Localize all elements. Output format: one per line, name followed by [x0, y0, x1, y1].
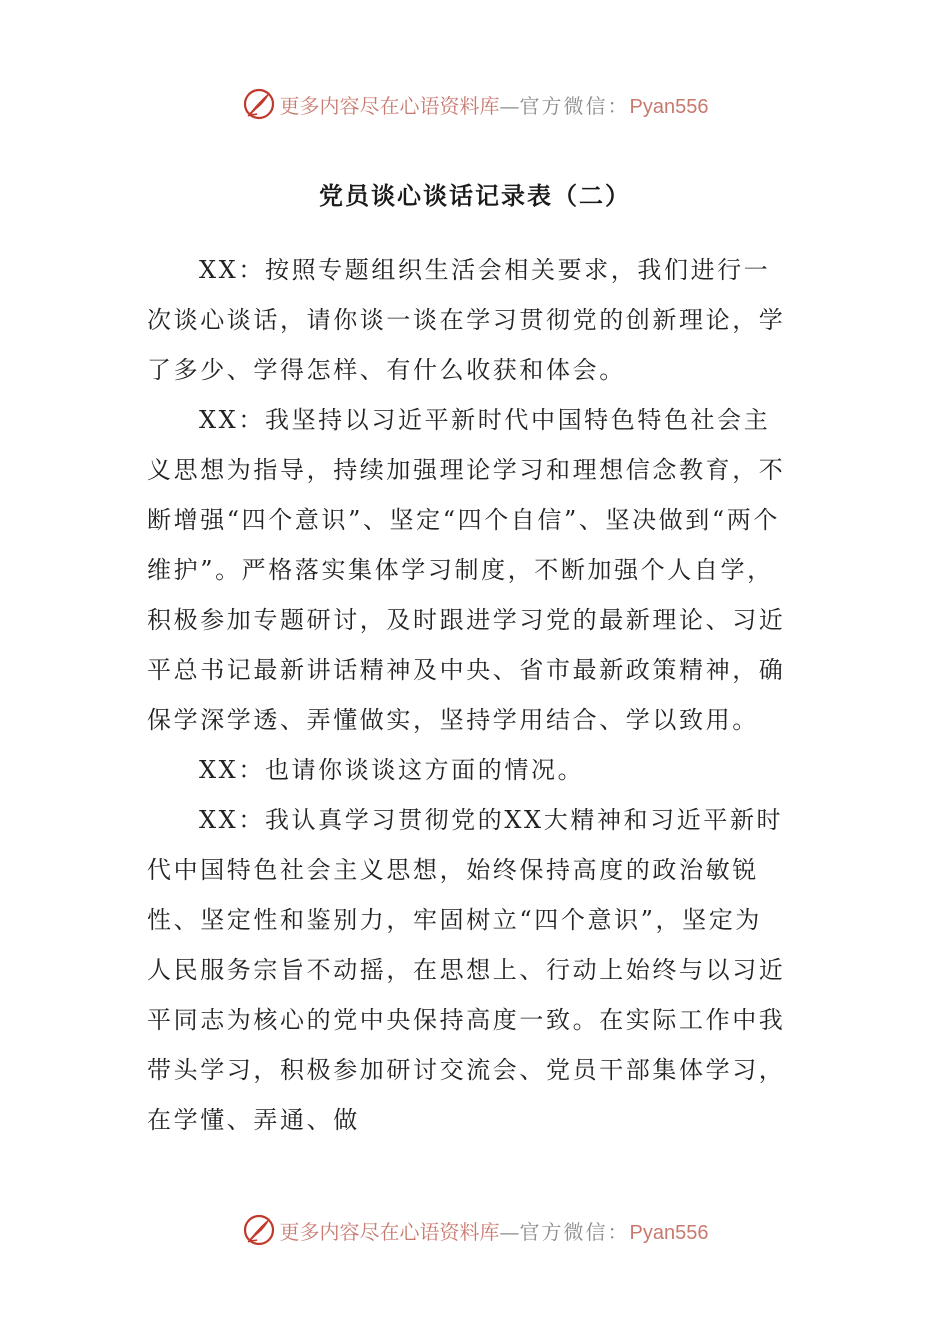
- banner-text: 更多内容尽在心语资料库—官方微信：Pyan556: [279, 93, 709, 118]
- wechat-id: Pyan556: [629, 1221, 709, 1244]
- quill-pen-logo-icon: [242, 1213, 276, 1247]
- wechat-id: Pyan556: [629, 95, 709, 118]
- paragraph: XX：我坚持以习近平新时代中国特色特色社会主义思想为指导，持续加强理论学习和理想信念教育，不断增强“四个意识”、坚定“四个自信”、坚决做到“两个维护”。严格落实集体学习制度，不断加强个人自学，积极参加专题研讨，及时跟进学习党的最新理论、习近平总书记最新讲话精神及中央、省市最新政策精神，确保学深学透、弄懂做实，坚持学用结合、学以致用。: [147, 406, 786, 734]
- paragraph: XX：也请你谈谈这方面的情况。: [199, 756, 585, 784]
- document-body: [147, 245, 787, 1145]
- paragraph: XX：我认真学习贯彻党的XX大精神和习近平新时代中国特色社会主义思想，始终保持高度的政治敏锐性、坚定性和鉴别力，牢固树立“四个意识”，坚定为人民服务宗旨不动摇，在思想上、行动上始终与以习近平同志为核心的党中央保持高度一致。在实际工作中我带头学习，积极参加研讨交流会、党员干部集体学习，在学懂、弄通、做: [147, 806, 786, 1134]
- header-banner: [0, 84, 950, 124]
- page-title: 党员谈心谈话记录表（二）: [319, 182, 631, 210]
- paragraph: XX：按照专题组织生活会相关要求，我们进行一次谈心谈话，请你谈一谈在学习贯彻党的创新理论，学了多少、学得怎样、有什么收获和体会。: [147, 256, 786, 384]
- footer-banner: [0, 1210, 950, 1250]
- banner-text: 更多内容尽在心语资料库—官方微信：Pyan556: [279, 1219, 709, 1244]
- quill-pen-logo-icon: [242, 87, 276, 121]
